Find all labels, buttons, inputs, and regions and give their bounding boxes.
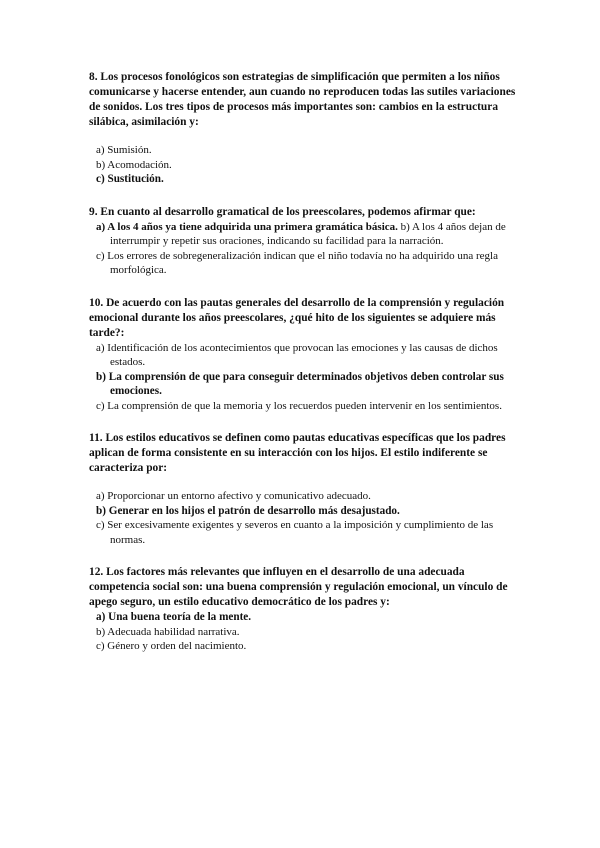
option-c: c) Género y orden del nacimiento. — [96, 640, 247, 652]
option-b: b) A los 4 años dejan de interrumpir y repetir sus oraciones, indicando su facilidad para la narración. — [110, 220, 506, 247]
question-stem: 9. En cuanto al desarrollo gramatical de los preescolares, podemos afirmar que: — [89, 205, 476, 218]
option-c: c) Los errores de sobregeneralización indican que el niño todavía no ha adquirido una regla morfológica. — [96, 249, 498, 276]
option-b: b) Adecuada habilidad narrativa. — [96, 625, 240, 638]
option-b-correct: b) La comprensión de que para conseguir determinados objetivos deben controlar sus emociones. — [96, 370, 504, 397]
option-a-correct: a) Una buena teoría de la mente. — [96, 611, 252, 623]
question-stem: 10. De acuerdo con las pautas generales del desarrollo de la comprensión y regulación emocional durante los años preescolares, ¿qué hito de los siguientes se adquiere más tarde?: — [89, 296, 505, 339]
option-b: b) Acomodación. — [96, 158, 172, 171]
question-9 — [89, 205, 519, 278]
exam-page — [89, 70, 519, 654]
question-stem: 11. Los estilos educativos se definen como pautas educativas específicas que los padres aplican de forma consistente en su interacción con los hijos. El estilo indiferente se caracteriza por: — [89, 432, 506, 474]
option-list — [89, 220, 519, 278]
option-c: c) Ser excesivamente exigentes y severos en cuanto a la imposición y cumplimiento de las normas. — [96, 519, 494, 546]
question-8 — [89, 70, 519, 187]
option-list — [89, 143, 519, 187]
question-11 — [89, 431, 519, 547]
option-list — [89, 610, 519, 654]
question-12 — [89, 565, 519, 654]
option-a: a) Sumisión. — [96, 144, 152, 156]
question-stem: 8. Los procesos fonológicos son estrategias de simplificación que permiten a los niños comunicarse y hacerse entender, aun cuando no reproducen todas las sutiles variaciones de sonidos. Los tres tipos de procesos más importantes son: cambios en la estructura silábica, asimilación y: — [89, 71, 516, 128]
option-a: a) Proporcionar un entorno afectivo y comunicativo adecuado. — [96, 490, 371, 502]
option-list — [89, 341, 519, 414]
option-a: a) Identificación de los acontecimientos que provocan las emociones y las causas de dichos estados. — [96, 341, 498, 368]
option-list — [89, 489, 519, 547]
option-a-b-combined — [89, 220, 519, 249]
option-a-correct: a) A los 4 años ya tiene adquirida una primera gramática básica. — [96, 220, 398, 233]
question-stem: 12. Los factores más relevantes que influyen en el desarrollo de una adecuada competencia social son: una buena comprensión y regulación emocional, un vínculo de apego seguro, un estilo educativo democrático de los padres y: — [89, 566, 508, 608]
option-c-correct: c) Sustitución. — [96, 173, 164, 185]
option-c: c) La comprensión de que la memoria y los recuerdos pueden intervenir en los sentimientos. — [96, 399, 502, 412]
option-b-correct: b) Generar en los hijos el patrón de desarrollo más desajustado. — [96, 504, 400, 517]
question-10 — [89, 296, 519, 414]
